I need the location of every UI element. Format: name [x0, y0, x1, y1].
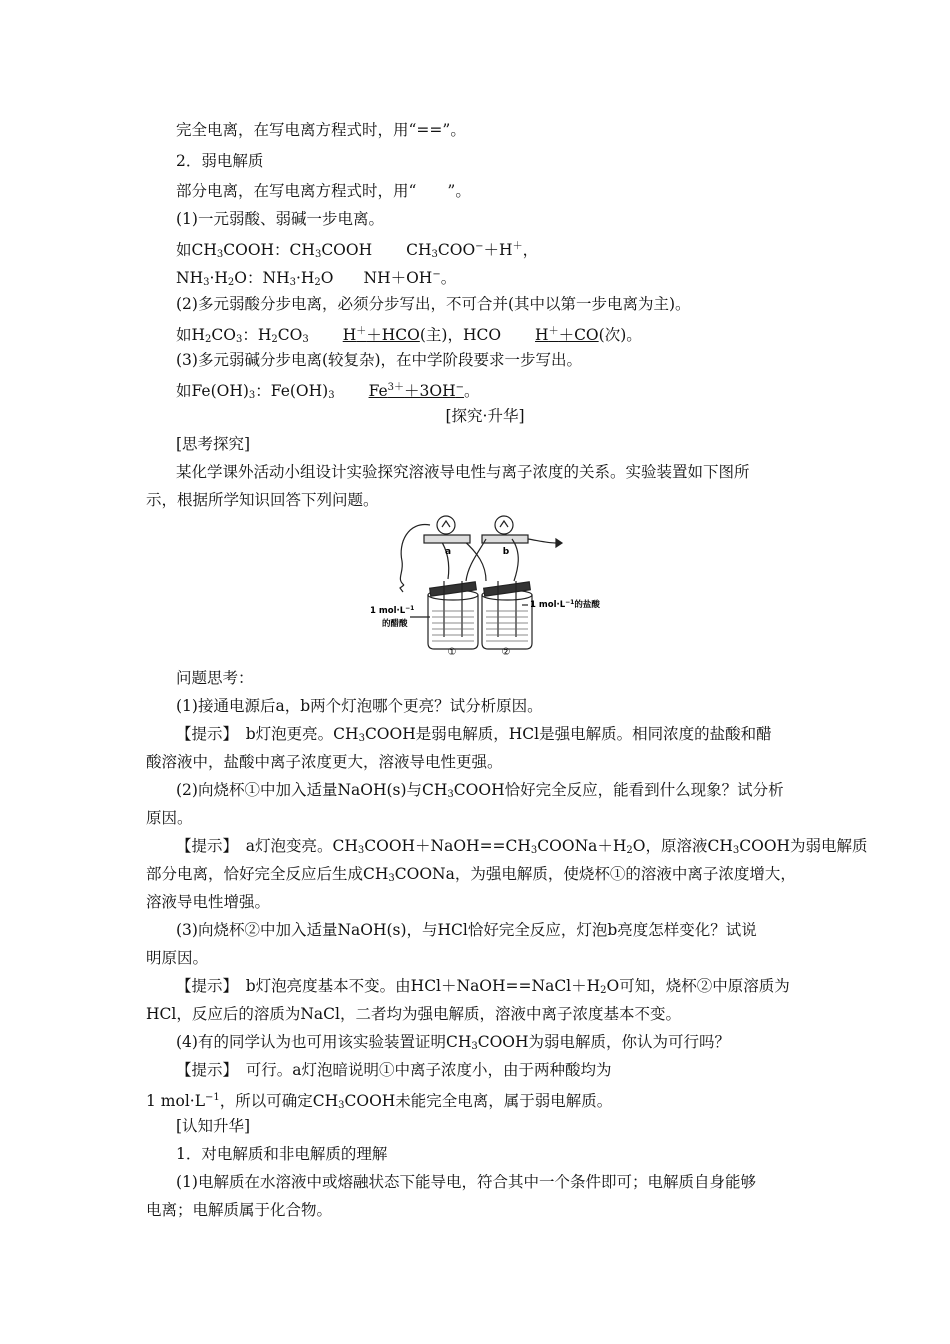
- section-heading: 2．弱电解质: [176, 152, 264, 170]
- text-line: 酸溶液中，盐酸中离子浓度更大，溶液导电性更强。: [146, 753, 503, 771]
- text-line: 溶液导电性增强。: [146, 893, 271, 911]
- text-line: (1)电解质在水溶液中或熔融状态下能导电，符合其中一个条件即可；电解质自身能够: [176, 1173, 756, 1191]
- hint-line: 【提示】 a灯泡变亮。$CH_3COOH+NaOH==CH_3COONa+H_2O$，原溶液$CH_3COOH$为弱电解质: [176, 837, 868, 856]
- question-line: (1)接通电源后a，b两个灯泡哪个更亮？试分析原因。: [176, 697, 543, 715]
- lamp-b-icon: [495, 516, 513, 534]
- experiment-apparatus-figure: [368, 513, 612, 655]
- text-line: (2)多元弱酸分步电离，必须分步写出，不可合并(其中以第一步电离为主)。: [176, 295, 691, 313]
- equation-line: 如$H_2CO_3$：$H_2CO_3$ H＋＋HCO(主)，HCO H＋＋CO(次)。: [176, 326, 642, 345]
- text-line: (1)一元弱酸、弱碱一步电离。: [176, 210, 384, 228]
- board-a: [424, 535, 470, 543]
- beaker-2-label: ②: [501, 647, 511, 655]
- text-line: 明原因。: [146, 949, 209, 967]
- question-line: (2)向烧杯①中加入适量NaOH(s)与$CH_3COOH$恰好完全反应，能看到什么现象？试分析: [176, 781, 784, 800]
- question-line: (4)有的同学认为也可用该实验装置证明$CH_3COOH$为弱电解质，你认为可行吗？: [176, 1033, 731, 1052]
- beaker-1-label: ①: [447, 647, 457, 655]
- lamp-b-label: b: [502, 547, 510, 557]
- section-heading: 1．对电解质和非电解质的理解: [176, 1145, 388, 1163]
- hint-line: 【提示】 b灯泡更亮。$CH_3COOH$是弱电解质，HCl是强电解质。相同浓度的盐酸和醋: [176, 725, 772, 744]
- wire-left: [400, 525, 430, 585]
- lamp-a-icon: [437, 516, 455, 534]
- lamp-a-label: a: [444, 547, 452, 557]
- hint-line: 【提示】 b灯泡亮度基本不变。由$HCl+NaOH==NaCl+H_2O$可知，烧杯②中原溶质为: [176, 977, 790, 996]
- text-line: 部分电离，在写电离方程式时，用“ ”。: [176, 182, 471, 200]
- text-line: 电离；电解质属于化合物。: [146, 1201, 333, 1219]
- text-line: 完全电离，在写电离方程式时，用“==”。: [176, 121, 466, 139]
- text-line: 原因。: [146, 809, 193, 827]
- hint-line: 【提示】 可行。a灯泡暗说明①中离子浓度小，由于两种酸均为: [176, 1061, 612, 1079]
- section-title: [探究·升华]: [445, 407, 525, 425]
- left-concentration-label: 1 $mol\cdot L^{-1}$: [370, 605, 415, 616]
- text-line: 1 $mol\cdot L^{-1}$，所以可确定$CH_3COOH$未能完全电离，属于弱电解质。: [146, 1092, 613, 1111]
- right-concentration-label: 1 $mol\cdot L^{-1}$的盐酸: [530, 599, 600, 610]
- equation-line: 如$CH_3COOH$：$CH_3COOH$ $CH_3COO^-+H^+$，: [176, 241, 539, 260]
- board-b: [482, 535, 528, 543]
- text-line: 问题思考：: [176, 669, 254, 687]
- equation-line: 如$Fe(OH)_3$：$Fe(OH)_3$ $Fe^{3+}+3OH^-$。: [176, 382, 480, 401]
- text-line: 部分电离，恰好完全反应后生成$CH_3COONa$，为强电解质，使烧杯①的溶液中离子浓度增大，: [146, 865, 796, 884]
- text-line: 某化学课外活动小组设计实验探究溶液导电性与离子浓度的关系。实验装置如下图所: [176, 463, 750, 481]
- subsection-heading: [思考探究]: [176, 435, 251, 453]
- text-line: HCl，反应后的溶质为NaCl，二者均为强电解质，溶液中离子浓度基本不变。: [146, 1005, 681, 1023]
- text-line: 示，根据所学知识回答下列问题。: [146, 491, 379, 509]
- question-line: (3)向烧杯②中加入适量NaOH(s)，与HCl恰好完全反应，灯泡b亮度怎样变化？试说: [176, 921, 757, 939]
- left-solution-label: 的醋酸: [382, 619, 408, 629]
- equation-line: $NH_3\cdot H_2O$：$NH_3\cdot H_2O$ NH＋OH−。: [176, 269, 457, 288]
- subsection-heading: [认知升华]: [176, 1117, 251, 1135]
- text-line: (3)多元弱碱分步电离(较复杂)，在中学阶段要求一步写出。: [176, 351, 583, 369]
